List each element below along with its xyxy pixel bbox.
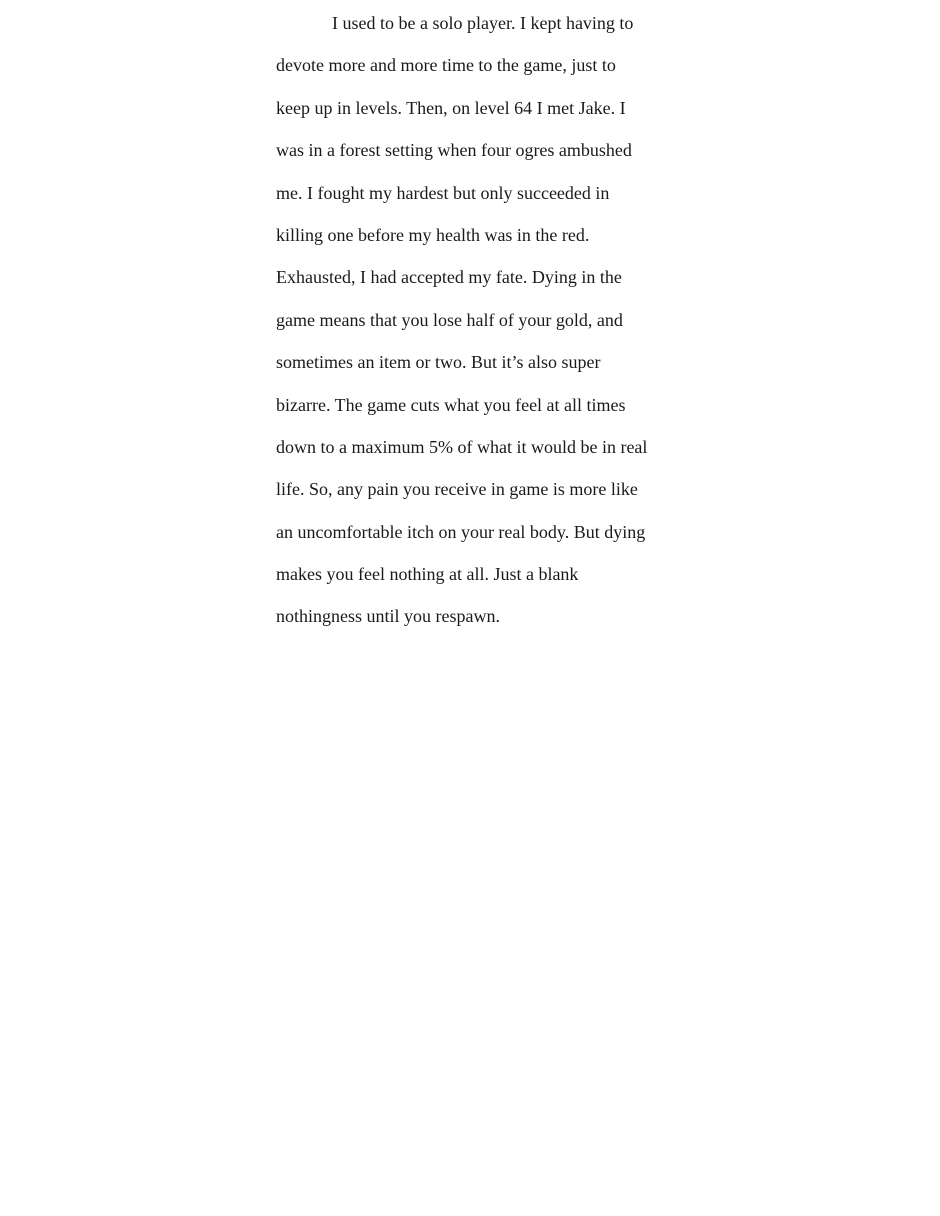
text-line: makes you feel nothing at all. Just a blank bbox=[276, 564, 579, 585]
text-line: sometimes an item or two. But it’s also super bbox=[276, 352, 601, 373]
text-line: down to a maximum 5% of what it would be in real bbox=[276, 436, 648, 457]
text-line: killing one before my health was in the red. bbox=[276, 224, 590, 245]
text-line: game means that you lose half of your gold, and bbox=[276, 309, 623, 330]
text-line: I used to be a solo player. I kept having to bbox=[332, 13, 634, 33]
text-line: devote more and more time to the game, just to bbox=[276, 55, 616, 76]
text-line: was in a forest setting when four ogres ambushed bbox=[276, 140, 632, 161]
body-paragraph bbox=[276, 2, 676, 638]
text-line: nothingness until you respawn. bbox=[276, 606, 500, 627]
text-line: me. I fought my hardest but only succeeded in bbox=[276, 182, 610, 203]
text-line: keep up in levels. Then, on level 64 I met Jake. I bbox=[276, 97, 626, 118]
text-line: life. So, any pain you receive in game is more like bbox=[276, 479, 638, 500]
text-line: an uncomfortable itch on your real body. But dying bbox=[276, 521, 646, 542]
text-line: bizarre. The game cuts what you feel at all times bbox=[276, 394, 626, 415]
text-line: Exhausted, I had accepted my fate. Dying in the bbox=[276, 267, 622, 288]
